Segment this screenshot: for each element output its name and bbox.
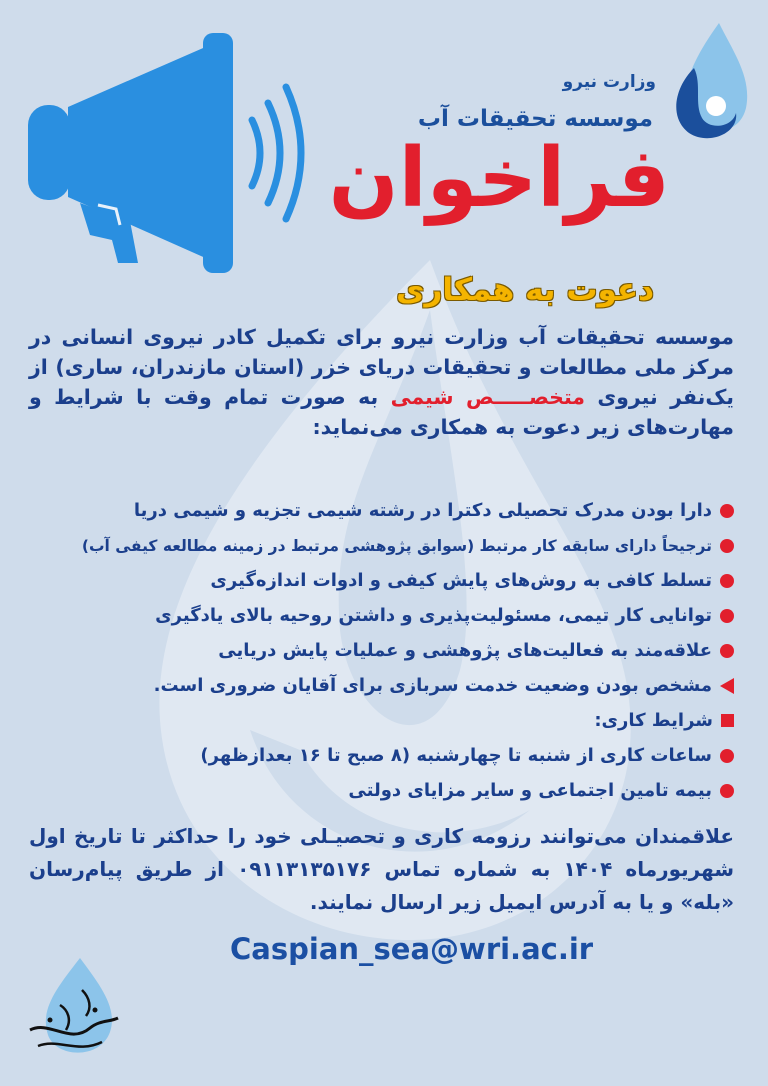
intro-paragraph [29, 322, 734, 442]
list-item: ترجیحاً دارای سابقه کار مرتبط (سوابق پژوهشی مرتبط در زمینه مطالعه کیفی آب) [24, 528, 734, 563]
calligraphy-seal [20, 950, 125, 1065]
red-square-icon [721, 714, 734, 727]
intro-text-1: موسسه تحقیقات آب وزارت نیرو برای تکمیل کادر نیروی انسانی در مرکز ملی مطالعات و تحقیقات دریای خزر (استان مازندران، ساری) از یک‌نفر نیروی [29, 325, 735, 409]
requirements-list [24, 493, 734, 808]
list-item: تسلط کافی به روش‌های پایش کیفی و ادوات اندازه‌گیری [24, 563, 734, 598]
list-item: توانایی کار تیمی، مسئولیت‌پذیری و داشتن روحیه بالای یادگیری [24, 598, 734, 633]
list-item: دارا بودن مدرک تحصیلی دکترا در رشته شیمی تجزیه و شیمی دریا [24, 493, 734, 528]
red-dot-icon [720, 539, 734, 553]
red-dot-icon [720, 749, 734, 763]
page-title: فراخوان [328, 131, 670, 226]
red-arrow-icon [720, 678, 734, 694]
list-item: بیمه تامین اجتماعی و سایر مزایای دولتی [24, 773, 734, 808]
intro-text-2: به صورت تمام وقت با شرایط و مهارت‌های زیر دعوت به همکاری می‌نماید: [29, 385, 734, 439]
closing-paragraph: علاقمندان می‌توانند رزومه کاری و تحصیـلی خود را حداکثر تا تاریخ اول شهریورماه ۱۴۰۴ به شماره تماس ۰۹۱۱۳۱۳۵۱۷۶ از طریق پیام‌رسان «بله» و یا به آدرس ایمیل زیر ارسال نمایند. [29, 824, 734, 914]
megaphone-icon [20, 25, 325, 275]
water-drop-logo [664, 18, 754, 148]
red-dot-icon [720, 504, 734, 518]
conditions-heading: شرایط کاری: [24, 703, 734, 738]
red-dot-icon [720, 784, 734, 798]
red-dot-icon [720, 574, 734, 588]
list-item: علاقه‌مند به فعالیت‌های پژوهشی و عملیات پایش دریایی [24, 633, 734, 668]
page-subtitle: دعوت به همکاری [396, 272, 654, 308]
red-dot-icon [720, 609, 734, 623]
ministry-name: وزارت نیرو [562, 72, 656, 92]
military-note: مشخص بودن وضعیت خدمت سربازی برای آقایان ضروری است. [24, 668, 734, 703]
intro-highlight: متخصـــــص شیمی [390, 385, 586, 409]
institute-name: موسسه تحقیقات آب [417, 106, 653, 132]
list-item: ساعات کاری از شنبه تا چهارشنبه (۸ صبح تا ۱۶ بعدازظهر) [24, 738, 734, 773]
contact-email[interactable]: Caspian_sea@wri.ac.ir [230, 932, 594, 966]
red-dot-icon [720, 644, 734, 658]
